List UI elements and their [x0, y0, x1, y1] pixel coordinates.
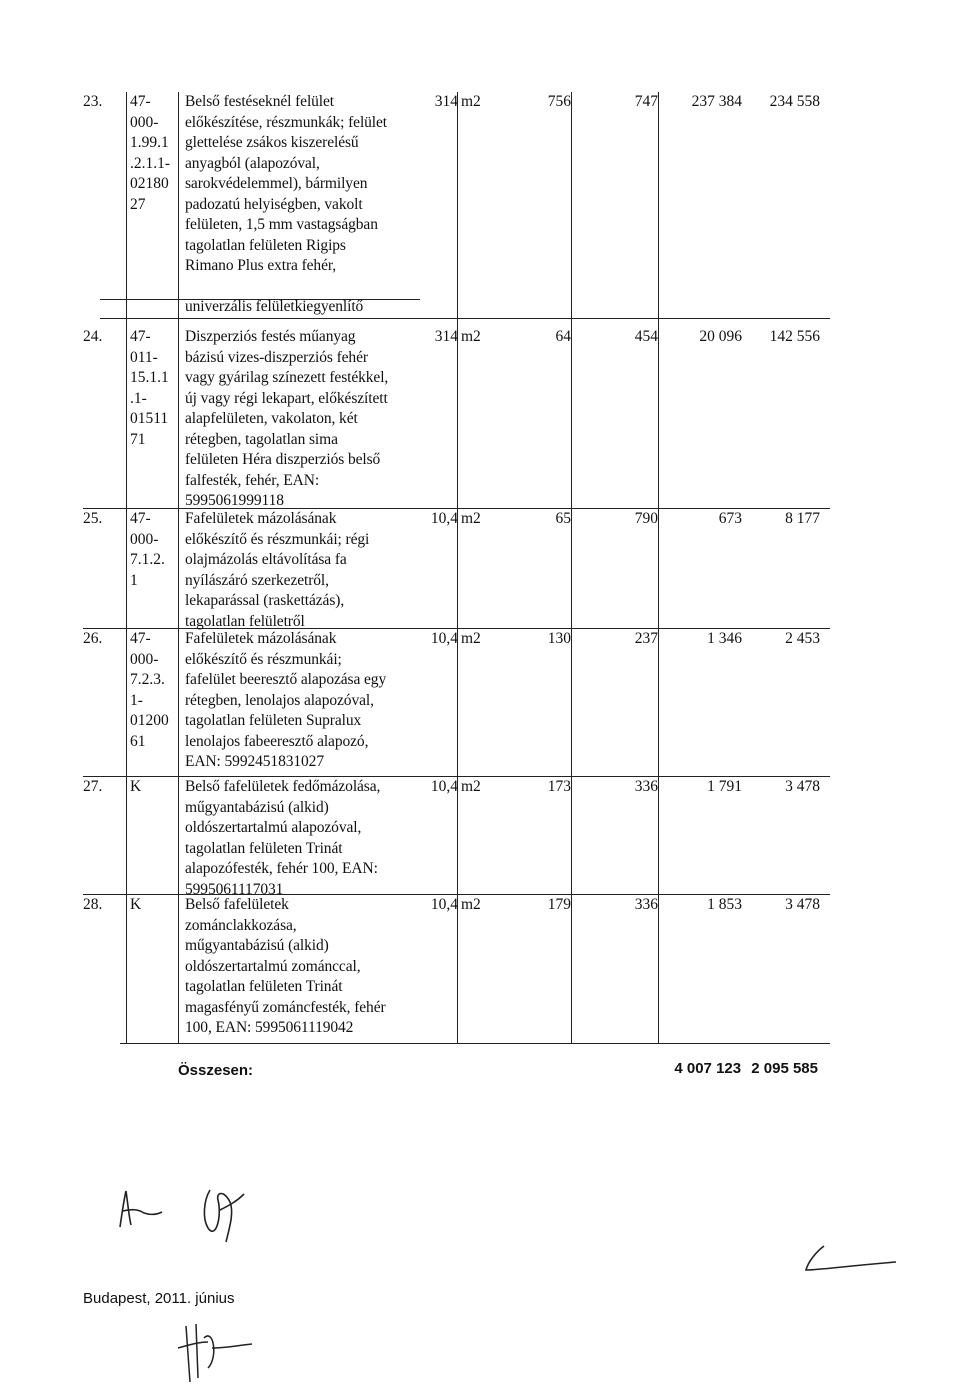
unit-price-labor: 454 [634, 328, 658, 345]
unit: m2 [461, 778, 481, 795]
description-line: Belső fafelületek fedőmázolása, [185, 778, 381, 795]
description-line: EAN: 5992451831027 [185, 753, 324, 770]
description-line: nyílászáró szerkezetről, [185, 571, 329, 589]
item-code-line: 000- [130, 650, 159, 668]
description-line: műgyantabázisú (alkid) [185, 798, 329, 816]
total-labor: 142 556 [769, 328, 820, 345]
unit-price-material: 65 [555, 510, 571, 527]
unit-price-material: 179 [547, 896, 571, 913]
description-line: 5995061117031 [185, 880, 284, 898]
description-line: vagy gyárilag színezett festékkel, [185, 369, 389, 386]
row-number: 24. [83, 328, 103, 345]
description-line: lenolajos fabeeresztő alapozó, [185, 732, 369, 750]
table-row-line [100, 318, 830, 319]
description-line: Rimano Plus extra fehér, [185, 257, 337, 274]
item-code-line: 47- [130, 328, 151, 345]
unit: m2 [461, 328, 481, 345]
description-line: oldószertartalmú zománccal, [185, 957, 361, 975]
row-number: 23. [83, 93, 103, 110]
description-line: falfesték, fehér, EAN: [185, 471, 320, 489]
description-line: tagolatlan felületen Trinát [185, 978, 343, 995]
signature-left [112, 1185, 182, 1233]
signature-right [190, 1180, 250, 1250]
item-code-line: 1 [130, 571, 138, 589]
quantity: 10,4 [430, 630, 458, 647]
signature-far-right [800, 1240, 900, 1280]
unit-price-labor: 237 [634, 630, 658, 647]
total-labor: 8 177 [785, 510, 820, 527]
item-code-line: 7.2.3. [130, 671, 165, 688]
description-line: tagolatlan felületről [185, 612, 305, 630]
item-code-line: 47- [130, 630, 151, 647]
table-column-line [571, 92, 572, 1043]
description-line: előkészítő és részmunkái; [185, 650, 342, 668]
description-line: padozatú helyiségben, vakolt [185, 195, 363, 213]
description-line: glettelése zsákos kiszerelésű [185, 134, 359, 151]
total-labor: 3 478 [785, 778, 820, 795]
item-code-line: 47- [130, 93, 151, 110]
total-material: 20 096 [699, 328, 742, 345]
unit-price-material: 64 [555, 328, 571, 345]
unit-price-labor: 790 [634, 510, 658, 527]
description-line: sarokvédelemmel), bármilyen [185, 175, 368, 192]
total-labor: 2 453 [785, 630, 820, 647]
item-code-line: 000- [130, 113, 159, 131]
unit: m2 [461, 630, 481, 647]
item-code-line: 47- [130, 510, 151, 527]
description-line: anyagból (alapozóval, [185, 154, 320, 172]
description-line: magasfényű zománcfesték, fehér [185, 998, 386, 1016]
description-line: olajmázolás eltávolítása fa [185, 551, 347, 568]
description-line: oldószertartalmú alapozóval, [185, 819, 362, 836]
item-code-line: 15.1.1 [130, 369, 169, 386]
item-code-line: 7.1.2. [130, 551, 165, 568]
description-line: Diszperziós festés műanyag [185, 328, 356, 345]
signature-bottom [168, 1318, 258, 1384]
summary-label: Összesen: [178, 1062, 254, 1079]
unit-price-labor: 336 [634, 896, 658, 913]
description-line: Fafelületek mázolásának [185, 630, 337, 647]
description-line: előkészítése, részmunkák; felület [185, 113, 387, 131]
description-line: 5995061999118 [185, 492, 284, 509]
table-column-line [658, 92, 659, 1043]
unit: m2 [461, 510, 481, 527]
description-line: műgyantabázisú (alkid) [185, 937, 329, 954]
item-code-line: 71 [130, 430, 146, 448]
description-line: tagolatlan felületen Rigips [185, 236, 346, 254]
item-code-line: .1- [130, 389, 147, 407]
total-labor: 3 478 [785, 896, 820, 913]
description-line: felületen, 1,5 mm vastagságban [185, 216, 378, 233]
unit-price-labor: 747 [634, 93, 658, 110]
description-line: bázisú vizes-diszperziós fehér [185, 348, 368, 366]
item-code-line: 27 [130, 195, 146, 213]
item-code-line: 61 [130, 732, 146, 750]
row-number: 28. [83, 896, 103, 913]
row-number: 25. [83, 510, 103, 527]
description-line: alapfelületen, vakolaton, két [185, 410, 358, 427]
description-line: előkészítő és részmunkái; régi [185, 530, 370, 548]
description-line: 100, EAN: 5995061119042 [185, 1019, 354, 1036]
place-date: Budapest, 2011. június [83, 1290, 235, 1307]
item-code-line: 000- [130, 530, 159, 548]
item-code-line: 01511 [130, 410, 169, 427]
description-line: alapozófesték, fehér 100, EAN: [185, 860, 378, 877]
description-line: Belső fafelületek [185, 896, 289, 913]
description-line: tagolatlan felületen Supralux [185, 712, 362, 729]
description-line: fafelület beeresztő alapozása egy [185, 671, 387, 688]
unit-price-labor: 336 [634, 778, 658, 795]
description-line: rétegben, lenolajos alapozóval, [185, 691, 374, 709]
quantity: 314 [434, 93, 458, 110]
total-material: 673 [718, 510, 742, 527]
item-code-line: .2.1.1- [130, 154, 171, 172]
unit: m2 [461, 896, 481, 913]
table-column-line [126, 92, 127, 1043]
unit: m2 [461, 93, 481, 110]
description-line: tagolatlan felületen Trinát [185, 839, 343, 857]
total-material: 1 791 [707, 778, 742, 795]
item-code-line: 1.99.1 [130, 134, 169, 151]
row-number: 27. [83, 778, 103, 795]
description-line: felületen Héra diszperziós belső [185, 451, 381, 468]
unit-price-material: 756 [547, 93, 571, 110]
description-line: lekaparással (raskettázás), [185, 592, 345, 609]
summary-total-2: 2 095 585 [751, 1060, 818, 1077]
item-code-line: 01200 [130, 712, 169, 729]
item-code-line: K [130, 896, 142, 913]
item-code-line: 02180 [130, 175, 169, 192]
description-line: Belső festéseknél felület [185, 93, 335, 110]
total-labor: 234 558 [769, 93, 820, 110]
summary-totals [640, 1060, 818, 1077]
unit-price-material: 130 [547, 630, 571, 647]
table-column-line [178, 92, 179, 1043]
quantity: 10,4 [430, 896, 458, 913]
item-code-line: 011- [130, 348, 158, 366]
total-material: 1 853 [707, 896, 742, 913]
unit-price-material: 173 [547, 778, 571, 795]
description-line: zománclakkozása, [185, 916, 297, 934]
description-line: új vagy régi lekapart, előkészített [185, 389, 388, 407]
summary-total-1: 4 007 123 [674, 1060, 742, 1077]
description-line: Fafelületek mázolásának [185, 510, 337, 527]
description-line: rétegben, tagolatlan sima [185, 430, 338, 448]
row-number: 26. [83, 630, 103, 647]
quantity: 10,4 [430, 510, 458, 527]
quantity: 314 [434, 328, 458, 345]
item-code-line: K [130, 778, 142, 795]
description-line: univerzális felületkiegyenlítő [185, 298, 364, 315]
table-row-line [120, 1043, 830, 1044]
item-code-line: 1- [130, 691, 143, 709]
total-material: 1 346 [707, 630, 742, 647]
total-material: 237 384 [691, 93, 742, 110]
quantity: 10,4 [430, 778, 458, 795]
